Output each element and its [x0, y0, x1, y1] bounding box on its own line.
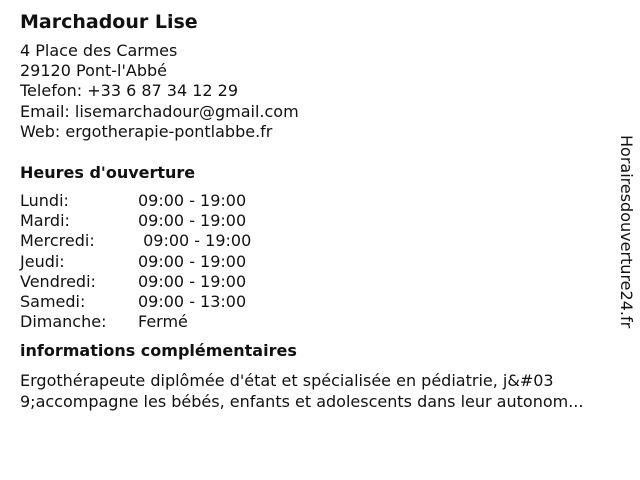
time-value: 09:00 - 19:00: [138, 231, 252, 251]
additional-info-line-1: Ergothérapeute diplômée d'état et spécialisée en pédiatrie, j&#03: [20, 371, 554, 391]
business-name: Marchadour Lise: [20, 11, 198, 33]
time-value: 09:00 - 19:00: [138, 191, 247, 211]
hours-row-tuesday: [20, 211, 610, 231]
hours-row-monday: [20, 191, 610, 211]
opening-hours-heading: Heures d'ouverture: [20, 163, 196, 183]
day-label: Dimanche:: [20, 312, 107, 332]
day-label: Mercredi:: [20, 231, 95, 251]
day-label: Mardi:: [20, 211, 70, 231]
time-value: 09:00 - 19:00: [138, 251, 247, 271]
opening-hours-table: [20, 191, 610, 332]
time-value: 09:00 - 19:00: [138, 271, 247, 291]
email-line: Email: lisemarchadour@gmail.com: [20, 101, 299, 121]
address-street: 4 Place des Carmes: [20, 41, 178, 60]
watermark-container: [612, 135, 636, 345]
time-value: 09:00 - 19:00: [138, 211, 247, 231]
day-label: Jeudi:: [20, 251, 65, 271]
hours-row-sunday: [20, 312, 610, 332]
website-line: Web: ergotherapie-pontlabbe.fr: [20, 121, 273, 141]
additional-info-line-2: 9;accompagne les bébés, enfants et adolescents dans leur autonom...: [20, 391, 584, 411]
hours-row-friday: [20, 272, 610, 292]
hours-row-wednesday: [20, 231, 610, 251]
time-value: 09:00 - 13:00: [138, 292, 247, 312]
address-city: 29120 Pont-l'Abbé: [20, 61, 167, 81]
phone-line: Telefon: +33 6 87 34 12 29: [20, 81, 239, 101]
additional-info-heading: informations complémentaires: [20, 341, 297, 361]
business-card: [20, 10, 610, 412]
day-label: Samedi:: [20, 292, 86, 312]
hours-row-thursday: [20, 252, 610, 272]
day-label: Vendredi:: [20, 271, 96, 291]
time-value: Fermé: [138, 312, 188, 332]
site-watermark: Horairesdouverture24.fr: [617, 135, 636, 329]
day-label: Lundi:: [20, 191, 69, 211]
hours-row-saturday: [20, 292, 610, 312]
